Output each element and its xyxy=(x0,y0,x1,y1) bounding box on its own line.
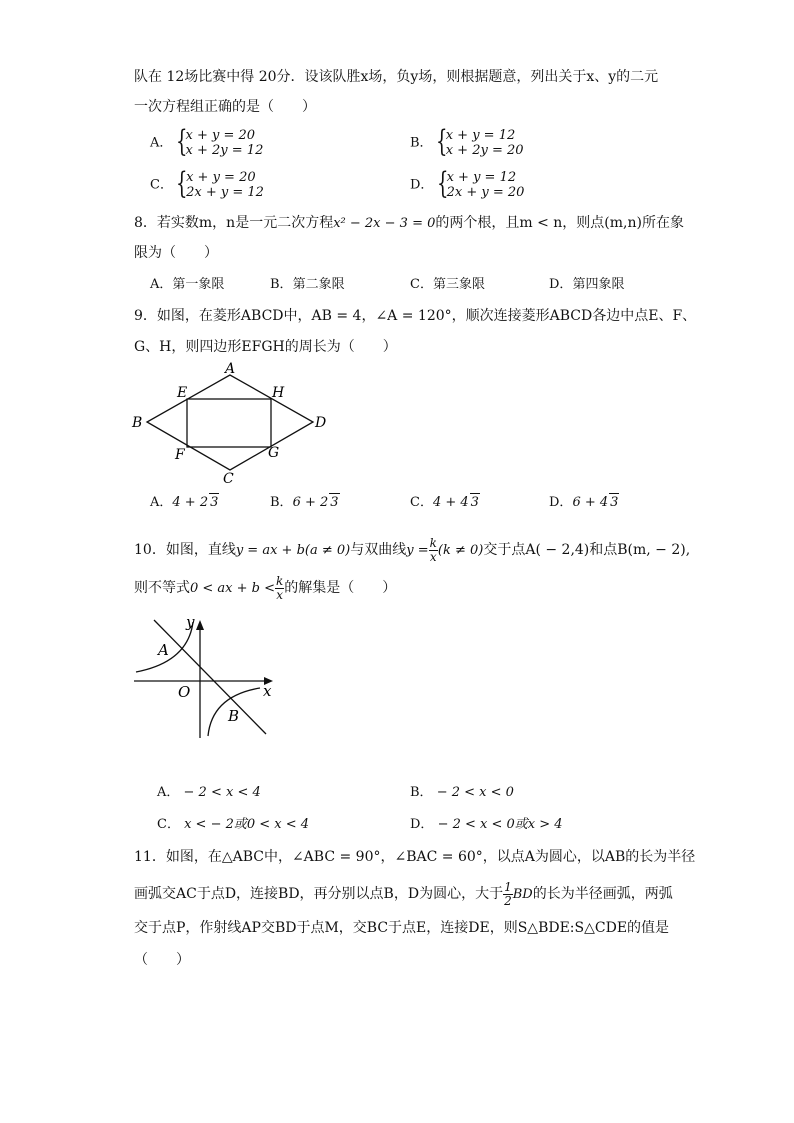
q9-option-b[interactable]: B．6 + 2 3 xyxy=(270,495,339,510)
fraction-k-over-x: $\frac{k}{x}$ xyxy=(429,535,437,564)
q8-equation: x² − 2x − 3 = 0 xyxy=(333,216,436,231)
label-h: H xyxy=(272,385,285,401)
q10-option-b[interactable]: B． − 2 < x < 0 xyxy=(410,785,514,800)
equation-system: { x + y = 20 x + 2y = 12 xyxy=(177,128,264,158)
label-e: E xyxy=(177,385,188,401)
q7-option-b[interactable] xyxy=(410,128,524,158)
label-c: C xyxy=(223,471,234,485)
label-a: A xyxy=(158,641,169,659)
q9-rhombus-figure xyxy=(130,360,330,485)
label-d: D xyxy=(315,415,327,431)
equation-system: { x + y = 12 x + 2y = 20 xyxy=(437,128,524,158)
label-a: A xyxy=(225,361,236,377)
q8-option-d[interactable]: D．第四象限 xyxy=(549,277,625,292)
q7-option-d[interactable] xyxy=(410,170,524,200)
option-label: A． xyxy=(150,135,173,151)
option-label: D． xyxy=(410,177,434,193)
q8-stem-line1: 8．若实数m，n是一元二次方程x² − 2x − 3 = 0的两个根，且m < n，则点(m,n)所在象 xyxy=(134,215,684,231)
equation-system: { x + y = 20 2x + y = 12 xyxy=(177,170,264,200)
q10-stem-line2: 则不等式0 < ax + b < $\frac{k}{x}$ 的解集是（ ） xyxy=(134,573,397,602)
q11-stem-line2: 画弧交AC于点D，连接BD，再分别以点B，D为圆心，大于 $\frac{1}{2}$ BD的长为半径画弧，两弧 xyxy=(134,879,673,908)
label-y: y xyxy=(186,613,195,631)
label-f: F xyxy=(175,447,185,463)
q8-option-a[interactable]: A．第一象限 xyxy=(150,277,225,292)
q10-option-d[interactable]: D． − 2 < x < 0或x > 4 xyxy=(410,817,563,832)
label-g: G xyxy=(268,445,280,461)
q9-option-a[interactable]: A．4 + 2 3 xyxy=(150,495,219,510)
line-y-ax-b xyxy=(154,620,266,734)
q9-option-d[interactable]: D．6 + 4 3 xyxy=(549,495,619,510)
option-label: B． xyxy=(410,135,433,151)
y-axis-arrow xyxy=(196,620,204,630)
rectangle-efgh xyxy=(187,399,271,447)
label-b: B xyxy=(132,415,143,431)
q7-stem-line2: 一次方程组正确的是（ ） xyxy=(134,99,316,115)
q7-option-c[interactable] xyxy=(150,170,264,200)
q7-option-a[interactable] xyxy=(150,128,263,158)
fraction-one-half: $\frac{1}{2}$ xyxy=(504,879,512,908)
option-label: C． xyxy=(150,177,173,193)
q9-stem-line1: 9．如图，在菱形ABCD中，AB = 4，∠A = 120°，顺次连接菱形ABCD各边中点E、F、 xyxy=(134,308,697,324)
q10-stem-line1: 10．如图，直线y = ax + b(a ≠ 0)与双曲线y = $\frac{k}{x}$ (k ≠ 0)交于点A( − 2,4)和点B(m, − 2), xyxy=(134,535,691,564)
label-x: x xyxy=(263,682,272,700)
label-b: B xyxy=(228,707,240,725)
q11-stem-line1: 11．如图，在△ABC中，∠ABC = 90°，∠BAC = 60°，以点A为圆心，以AB的长为半径 xyxy=(134,849,696,865)
q8-stem-line2: 限为（ ） xyxy=(134,245,218,261)
q11-stem-line4: （ ） xyxy=(134,952,190,968)
q10-option-a[interactable]: A． − 2 < x < 4 xyxy=(157,785,261,800)
q8-option-b[interactable]: B．第二象限 xyxy=(270,277,345,292)
q9-stem-line2: G、H，则四边形EFGH的周长为（ ） xyxy=(134,339,397,355)
q10-option-c[interactable]: C． x < − 2或0 < x < 4 xyxy=(157,817,310,832)
q9-option-c[interactable]: C．4 + 4 3 xyxy=(410,495,479,510)
fraction-k-over-x: $\frac{k}{x}$ xyxy=(276,573,284,602)
label-o: O xyxy=(178,683,191,701)
q11-stem-line3: 交于点P，作射线AP交BD于点M，交BC于点E，连接DE，则S△BDE:S△CDE的值是 xyxy=(134,920,670,936)
rhombus-abcd xyxy=(147,375,313,470)
q10-graph-figure xyxy=(130,610,280,745)
q8-option-c[interactable]: C．第三象限 xyxy=(410,277,485,292)
equation-system: { x + y = 12 2x + y = 20 xyxy=(438,170,525,200)
q7-stem-line1: 队在 12场比赛中得 20分．设该队胜x场，负y场，则根据题意，列出关于x、y的二元 xyxy=(134,69,659,85)
